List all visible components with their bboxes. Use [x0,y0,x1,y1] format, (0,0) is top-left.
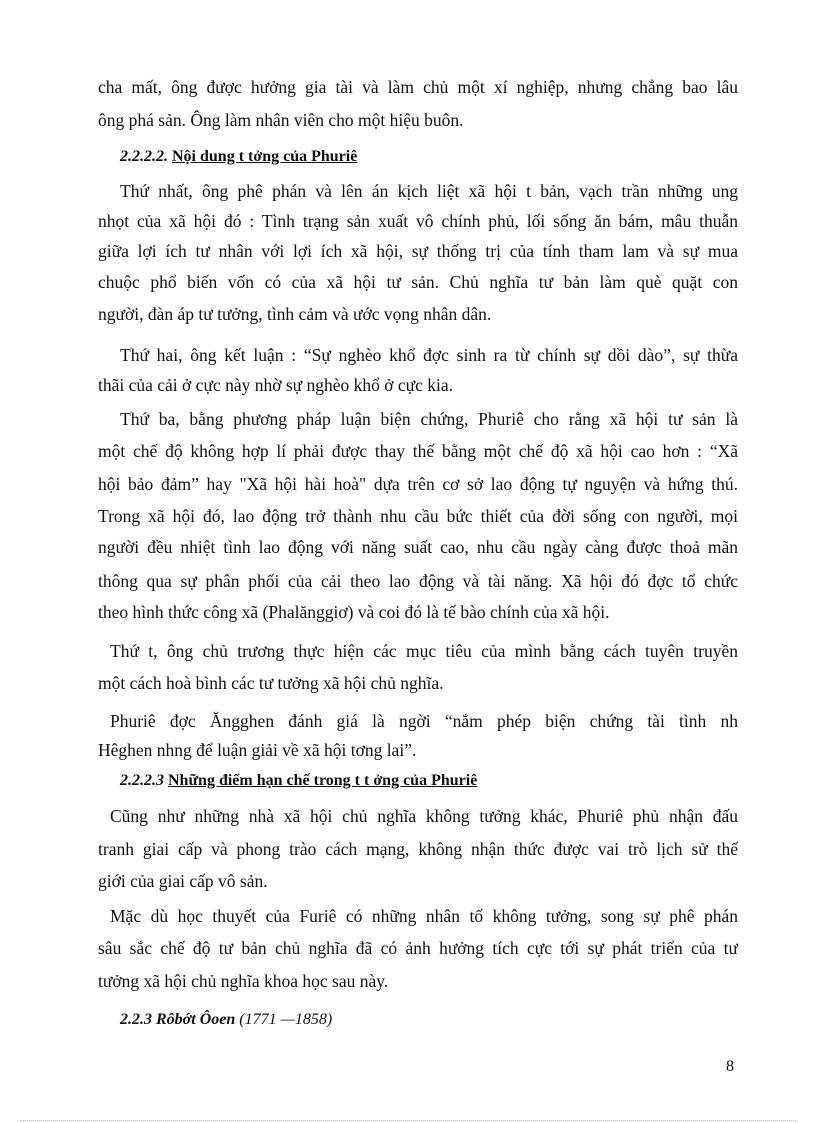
body-line: hội bảo đảm” hay "Xã hội hài hoà" dựa trên cơ sở lao động tự nguyện và hứng thú. [98,474,738,494]
body-line: Phuriê đợc Ăngghen đánh giá là ngời “nắm phép biện chứng tài tình nh [110,711,738,731]
body-line: nhọt của xã hội đó : Tình trạng sản xuất vô chính phủ, lối sống ăn bám, mâu thuẫn [98,211,738,231]
body-line: Trong xã hội đó, lao động trở thành nhu cầu bức thiết của đời sống con người, mọi [98,506,738,526]
body-line: ông phá sản. Ông làm nhân viên cho một hiệu buôn. [98,110,464,130]
body-line: Mặc dù học thuyết của Furiê có những nhân tố không tưởng, song sự phê phán [110,906,738,926]
body-line: Hêghen nhng để luận giải về xã hội tơng lai”. [98,740,417,760]
heading-title: Những điểm hạn chế trong t t ởng của Phuriê [168,772,478,789]
body-line: một cách hoà bình các tư tưởng xã hội chủ nghĩa. [98,673,444,693]
body-line: giữa lợi ích tư nhân với lợi ích xã hội, sự thống trị của tính tham lam và sự mua [98,241,738,261]
heading-title: Nội dung t tởng của Phuriê [172,148,358,165]
body-line: giới của giai cấp vô sản. [98,871,268,891]
heading-number: 2.2.2.3 [120,772,164,789]
body-line: thông qua sự phân phối của cải theo lao động và tài năng. Xã hội đó đợc tổ chức [98,571,738,591]
body-line: người đều nhiệt tình lao động với năng suất cao, nhu cầu ngày càng được thoả mãn [98,537,738,557]
page-number: 8 [726,1058,734,1075]
body-line: Thứ nhất, ông phê phán và lên án kịch liệt xã hội t bản, vạch trần những ung [120,181,738,201]
section-heading-robert-owen [120,1011,332,1029]
body-line: Thứ hai, ông kết luận : “Sự nghèo khổ đợc sinh ra từ chính sự dồi dào”, sự thừa [120,345,738,365]
body-line: chuộc phổ biến vốn có của xã hội tư sản. Chủ nghĩa tư bản làm què quặt con [98,272,738,292]
heading-years: (1771 —1858) [239,1011,333,1028]
body-line: thãi của cải ở cực này nhờ sự nghèo khổ ở cực kia. [98,375,454,395]
body-line: Thứ ba, bằng phương pháp luận biện chứng, Phuriê cho rằng xã hội tư sản là [120,409,738,429]
page-bottom-rule [20,1120,796,1121]
body-line: người, đàn áp tư tưởng, tình cảm và ước vọng nhân dân. [98,304,492,324]
body-line: theo hình thức công xã (Phalănggiơ) và coi đó là tế bào chính của xã hội. [98,602,610,622]
heading-number: 2.2.2.2. [120,148,168,165]
section-heading-content [120,148,357,166]
heading-number: 2.2.3 [120,1011,152,1028]
body-line: Thứ t, ông chủ trương thực hiện các mục tiêu của mình bằng cách tuyên truyền [110,641,738,661]
body-line: tưởng xã hội chủ nghĩa khoa học sau này. [98,971,389,991]
body-line: Cũng như những nhà xã hội chủ nghĩa không tưởng khác, Phuriê phủ nhận đấu [110,806,738,826]
body-line: một chế độ không hợp lí phải được thay thế bằng một chế độ xã hội cao hơn : “Xã [98,441,738,461]
body-line: sâu sắc chế độ tư bản chủ nghĩa đã có ảnh hưởng tích cực tới sự phát triển của tư [98,938,738,958]
heading-name: Rôbớt Ôoen [156,1011,236,1028]
body-line: cha mất, ông được hưởng gia tài và làm chủ một xí nghiệp, nhưng chẳng bao lâu [98,77,738,97]
body-line: tranh giai cấp và phong trào cách mạng, không nhận thức được vai trò lịch sử thế [98,839,738,859]
section-heading-limitations [120,772,477,790]
